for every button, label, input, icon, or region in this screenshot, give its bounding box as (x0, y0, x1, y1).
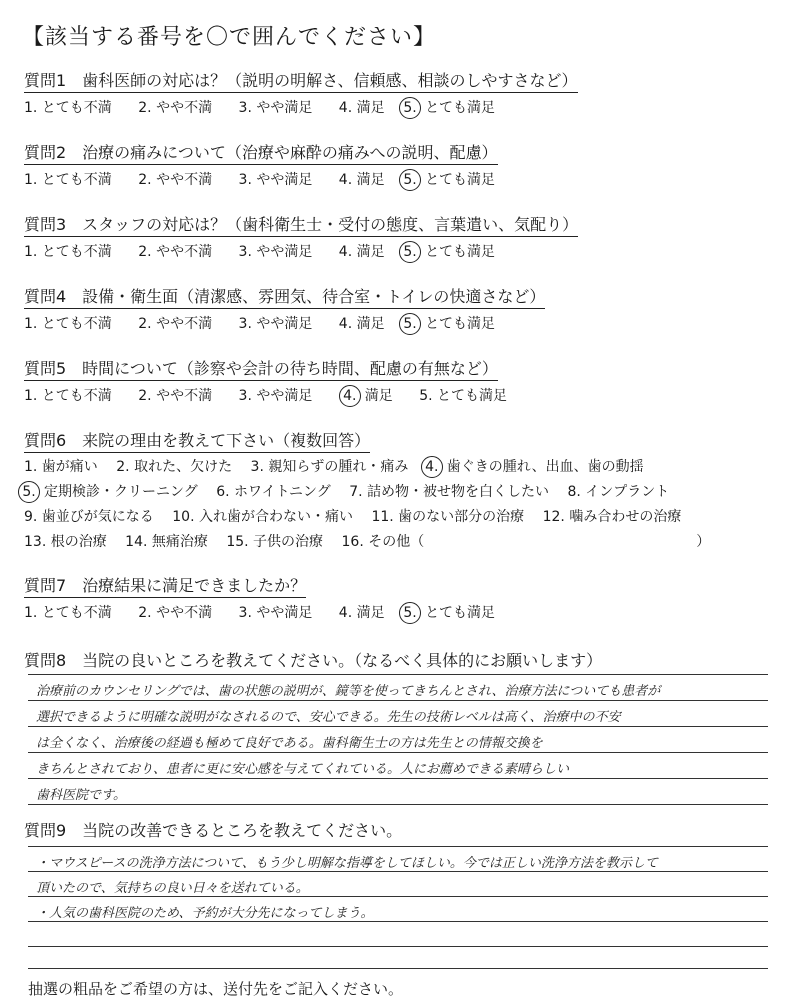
option-5-label: とても満足 (425, 244, 496, 260)
option-3[interactable]: 3. やや満足 (238, 316, 313, 332)
answer-line (28, 778, 768, 779)
question-6-title: 質問6 来院の理由を教えて下さい（複数回答） (24, 428, 370, 453)
question-3 (24, 212, 578, 263)
other-close-paren: ） (696, 534, 711, 550)
reason-7[interactable]: 7. 詰め物・被せ物を白くしたい (349, 484, 550, 500)
answer-line (28, 804, 768, 805)
reason-10[interactable]: 10. 入れ歯が合わない・痛い (172, 509, 353, 525)
option-4[interactable]: 4. 満足 (338, 172, 385, 188)
reason-11[interactable]: 11. 歯のない部分の治療 (371, 509, 525, 525)
reason-row-3 (24, 505, 710, 530)
answer-line (28, 946, 768, 947)
footer-note: 抽選の粗品をご希望の方は、送付先をご記入ください。 (28, 980, 404, 998)
option-3[interactable]: 3. やや満足 (238, 100, 313, 116)
option-4-label: 満足 (364, 388, 393, 404)
reason-13[interactable]: 13. 根の治療 (24, 534, 107, 550)
answer-line (28, 921, 768, 922)
question-3-title: 質問3 スタッフの対応は？（歯科衛生士・受付の態度、言葉遣い、気配り） (24, 212, 578, 237)
option-4[interactable]: 4. 満足 (338, 605, 385, 621)
answer-text-line: ・人気の歯科医院のため、予約が大分先になってしまう。 (36, 906, 374, 921)
question-6-options (24, 455, 710, 555)
option-2[interactable]: 2. やや不満 (138, 316, 213, 332)
question-2 (24, 140, 498, 191)
option-3[interactable]: 3. やや満足 (238, 244, 313, 260)
question-4-title: 質問4 設備・衛生面（清潔感、雰囲気、待合室・トイレの快適さなど） (24, 284, 545, 309)
option-2[interactable]: 2. やや不満 (138, 244, 213, 260)
answer-line (28, 968, 768, 969)
question-5 (24, 356, 507, 407)
reason-4-label: 歯ぐきの腫れ、出血、歯の動揺 (446, 459, 644, 475)
reason-12[interactable]: 12. 噛み合わせの治療 (542, 509, 682, 525)
answer-text-line: 頂いたので、気持ちの良い日々を送れている。 (36, 881, 309, 896)
answer-text-line: 選択できるように明確な説明がなされるので、安心できる。先生の技術レベルは高く、治療中の不安 (36, 710, 621, 725)
answer-line (28, 846, 768, 847)
answer-text-line: ・マウスピースの洗浄方法について、もう少し明解な指導をしてほしい。今では正しい洗浄方法を教示して (36, 856, 658, 871)
reason-5-circled[interactable]: 5. (18, 481, 40, 503)
option-5-label: とても満足 (425, 172, 496, 188)
reason-5-label: 定期検診・クリーニング (44, 484, 198, 500)
question-1-title: 質問1 歯科医師の対応は？（説明の明解さ、信頼感、相談のしやすさなど） (24, 68, 578, 93)
reason-14[interactable]: 14. 無痛治療 (125, 534, 208, 550)
question-4-options (24, 313, 545, 335)
answer-line (28, 700, 768, 701)
question-9 (24, 818, 402, 842)
option-2[interactable]: 2. やや不満 (138, 100, 213, 116)
question-4 (24, 284, 545, 335)
answer-line (28, 871, 768, 872)
option-5-circled[interactable]: 5. (399, 602, 421, 624)
question-6 (24, 428, 710, 555)
question-5-title: 質問5 時間について（診察や会計の待ち時間、配慮の有無など） (24, 356, 498, 381)
option-4[interactable]: 4. 満足 (338, 100, 385, 116)
question-1 (24, 68, 578, 119)
reason-row-2 (18, 480, 710, 505)
answer-text-line: 治療前のカウンセリングでは、歯の状態の説明が、鏡等を使ってきちんとされ、治療方法についても患者が (36, 684, 661, 699)
question-3-options (24, 241, 578, 263)
question-8-title: 質問8 当院の良いところを教えてください。（なるべく具体的にお願いします） (24, 651, 603, 670)
option-5-label: とても満足 (425, 316, 496, 332)
option-5[interactable]: 5. とても満足 (419, 388, 508, 404)
reason-1[interactable]: 1. 歯が痛い (24, 459, 98, 475)
option-3[interactable]: 3. やや満足 (238, 172, 313, 188)
question-7-options (24, 602, 495, 624)
reason-3[interactable]: 3. 親知らずの腫れ・痛み (250, 459, 409, 475)
answer-text-line: は全くなく、治療後の経過も極めて良好である。歯科衛生士の方は先生との情報交換を (36, 736, 543, 751)
option-1[interactable]: 1. とても不満 (24, 605, 112, 621)
question-8 (24, 648, 602, 672)
reason-row-4 (24, 530, 710, 555)
question-1-options (24, 97, 578, 119)
option-5-circled[interactable]: 5. (399, 313, 421, 335)
question-7 (24, 573, 495, 624)
option-2[interactable]: 2. やや不満 (138, 172, 213, 188)
option-5-label: とても満足 (425, 605, 496, 621)
answer-line (28, 896, 768, 897)
option-2[interactable]: 2. やや不満 (138, 605, 213, 621)
reason-8[interactable]: 8. インプラント (567, 484, 670, 500)
option-1[interactable]: 1. とても不満 (24, 388, 112, 404)
option-5-label: とても満足 (425, 100, 496, 116)
option-1[interactable]: 1. とても不満 (24, 316, 112, 332)
reason-16[interactable]: 16. その他（ (341, 534, 425, 550)
option-4[interactable]: 4. 満足 (338, 244, 385, 260)
option-1[interactable]: 1. とても不満 (24, 244, 112, 260)
answer-text-line: きちんとされており、患者に更に安心感を与えてくれている。人にお薦めできる素晴らしい (36, 762, 570, 777)
answer-line (28, 726, 768, 727)
option-2[interactable]: 2. やや不満 (138, 388, 213, 404)
question-2-options (24, 169, 498, 191)
reason-2[interactable]: 2. 取れた、欠けた (116, 459, 233, 475)
option-5-circled[interactable]: 5. (399, 169, 421, 191)
question-5-options (24, 385, 507, 407)
answer-line (28, 674, 768, 675)
reason-row-1 (24, 455, 710, 480)
question-9-title: 質問9 当院の改善できるところを教えてください。 (24, 821, 403, 840)
option-4-circled[interactable]: 4. (339, 385, 361, 407)
question-2-title: 質問2 治療の痛みについて（治療や麻酔の痛みへの説明、配慮） (24, 140, 498, 165)
option-4[interactable]: 4. 満足 (338, 316, 385, 332)
option-1[interactable]: 1. とても不満 (24, 172, 112, 188)
answer-line (28, 752, 768, 753)
option-1[interactable]: 1. とても不満 (24, 100, 112, 116)
question-7-title: 質問7 治療結果に満足できましたか？ (24, 573, 306, 598)
option-3[interactable]: 3. やや満足 (238, 605, 313, 621)
reason-15[interactable]: 15. 子供の治療 (226, 534, 324, 550)
reason-4-circled[interactable]: 4. (421, 456, 443, 478)
option-5-circled[interactable]: 5. (399, 97, 421, 119)
option-3[interactable]: 3. やや満足 (238, 388, 313, 404)
reason-6[interactable]: 6. ホワイトニング (216, 484, 331, 500)
option-5-circled[interactable]: 5. (399, 241, 421, 263)
page-title: 【該当する番号を〇で囲んでください】 (22, 25, 437, 50)
answer-text-line: 歯科医院です。 (36, 788, 126, 803)
reason-9[interactable]: 9. 歯並びが気になる (24, 509, 154, 525)
